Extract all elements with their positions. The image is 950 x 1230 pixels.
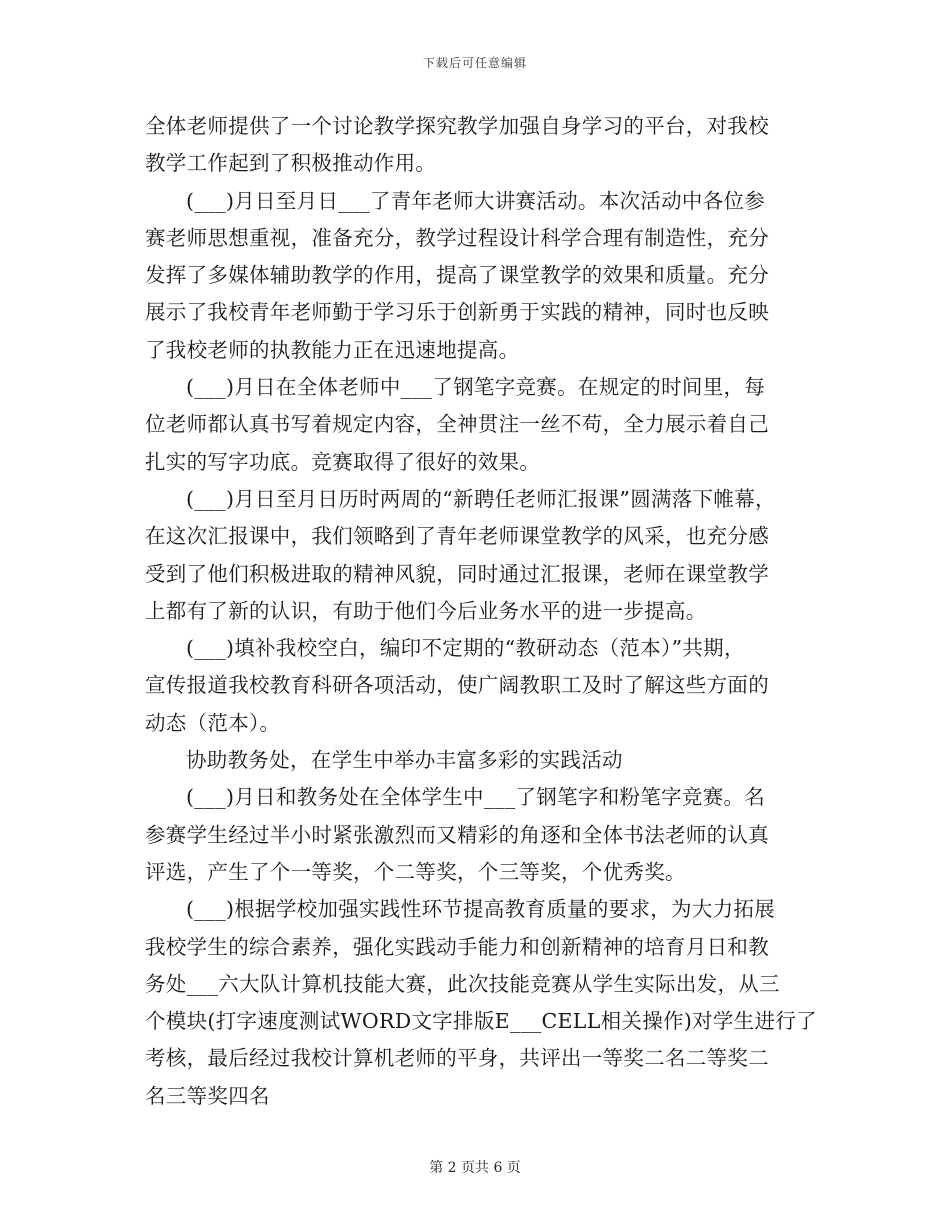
text-line: 位老师都认真书写着规定内容，全神贯注一丝不苟，全力展示着自己 [145, 412, 769, 437]
text-line: 名三等奖四名 [145, 1083, 270, 1108]
page-number-indicator: 第 2 页共 6 页 [429, 1160, 521, 1176]
text-line: (___)月日至月日___了青年老师大讲赛活动。本次活动中各位参 [186, 188, 766, 213]
text-line: 动态（范本）。 [145, 710, 281, 735]
text-line: 全体老师提供了一个讨论教学探究教学加强自身学习的平台，对我校 [145, 114, 769, 138]
text-line: (___)月日在全体老师中___了钢笔字竞赛。在规定的时间里，每 [186, 375, 766, 400]
document-body [145, 108, 815, 1115]
text-line: (___)月日和教务处在全体学生中___了钢笔字和粉笔字竞赛。名 [186, 785, 766, 810]
text-line: (___)根据学校加强实践性环节提高教育质量的要求，为大力拓展 [186, 897, 776, 922]
text-line: 在这次汇报课中，我们领略到了青年老师课堂教学的风采，也充分感 [145, 524, 769, 549]
text-line: 协助教务处，在学生中举办丰富多彩的实践活动 [186, 748, 623, 773]
text-line: 参赛学生经过半小时紧张激烈而又精彩的角逐和全体书法老师的认真 [145, 822, 769, 847]
text-line: 我校学生的综合素养，强化实践动手能力和创新精神的培育月日和教 [145, 934, 769, 959]
text-line: 赛老师思想重视，准备充分，教学过程设计科学合理有制造性，充分 [145, 225, 769, 250]
page-header-note: 下载后可任意编辑 [422, 56, 527, 70]
text-line: (___)月日至月日历时两周的“新聘任老师汇报课”圆满落下帷幕， [186, 486, 776, 511]
text-line: 发挥了多媒体辅助教学的作用，提高了课堂教学的效果和质量。充分 [145, 263, 769, 288]
text-line: 展示了我校青年老师勤于学习乐于创新勇于实践的精神，同时也反映 [145, 300, 769, 325]
text-line: 受到了他们积极进取的精神风貌，同时通过汇报课，老师在课堂教学 [145, 561, 769, 586]
text-line: 了我校老师的执教能力正在迅速地提高。 [145, 337, 520, 362]
text-line: 务处___六大队计算机技能大赛，此次技能竞赛从学生实际出发，从三 [145, 971, 780, 996]
text-line: 考核，最后经过我校计算机老师的平身，共评出一等奖二名二等奖二 [145, 1046, 769, 1071]
text-line: 宣传报道我校教育科研各项活动，使广阔教职工及时了解这些方面的 [145, 673, 769, 698]
text-line: 评选，产生了个一等奖，个二等奖，个三等奖，个优秀奖。 [145, 859, 686, 884]
text-line: 教学工作起到了积极推动作用。 [145, 151, 437, 176]
text-line: 扎实的写字功底。竞赛取得了很好的效果。 [145, 449, 541, 474]
text-line: 个模块(打字速度测试WORD文字排版E___CELL相关操作)对学生进行了 [145, 1009, 817, 1034]
text-line: (___)填补我校空白，编印不定期的“教研动态（范本）”共期， [186, 636, 745, 661]
text-line: 上都有了新的认识，有助于他们今后业务水平的进一步提高。 [145, 598, 707, 623]
